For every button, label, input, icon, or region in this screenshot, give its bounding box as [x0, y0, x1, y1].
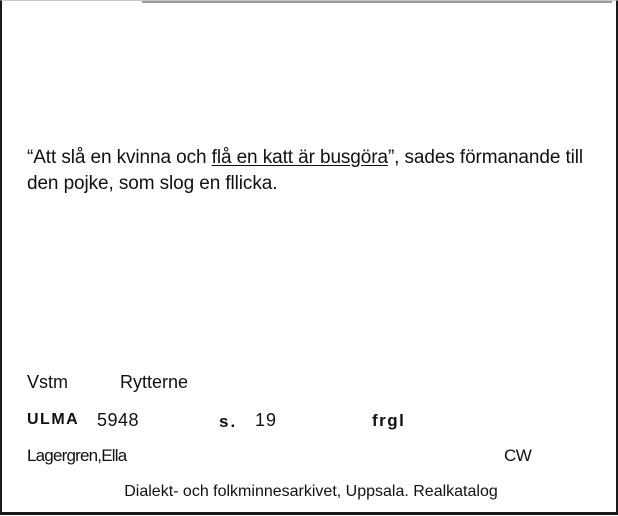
institution-footer: Dialekt- och folkminnesarkivet, Uppsala. Realkatalog: [124, 483, 498, 500]
record-text-before: “Att slå en kvinna och: [27, 147, 212, 168]
record-type: frgl: [372, 411, 406, 430]
recorder-initials: CW: [504, 446, 532, 465]
accession-number: 5948: [97, 410, 140, 430]
record-text-underlined: flå en katt är busgöra: [211, 147, 388, 168]
socken-field: Rytterne: [120, 372, 189, 392]
page-number: 19: [255, 410, 278, 430]
landskap-field: Vstm: [27, 372, 69, 392]
record-text-after: ”, sades förmanande till den pojke, som slog en fllicka.: [27, 147, 584, 194]
card-top-edge: [142, 1, 612, 3]
page-label: s.: [219, 412, 238, 431]
record-text: [27, 145, 607, 197]
informant-name: Lagergren,Ella: [27, 446, 127, 465]
archive-code: ULMA: [27, 411, 80, 428]
